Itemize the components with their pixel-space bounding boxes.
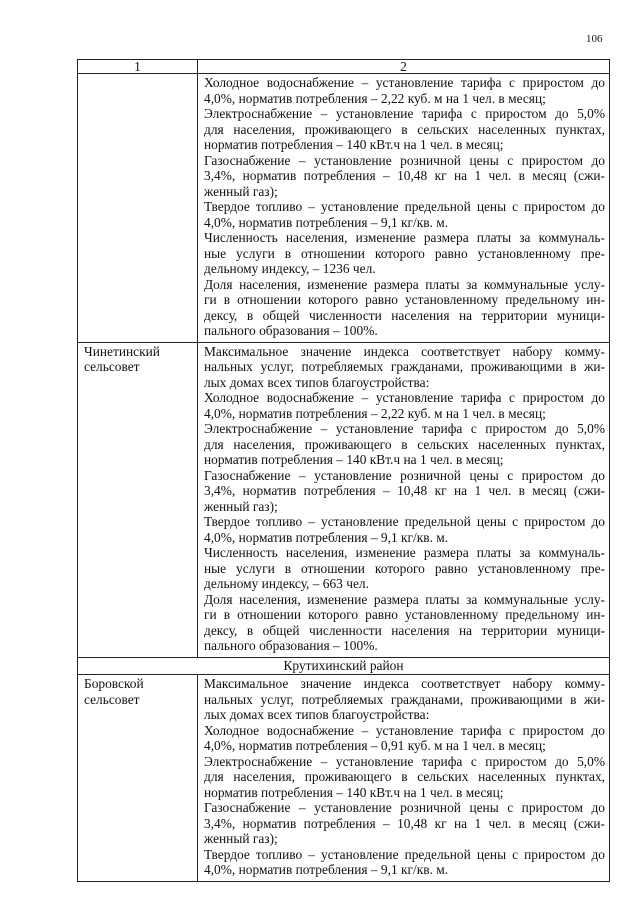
- text-line: дельному индексу, – 1236 чел.: [204, 261, 376, 276]
- index-description: [198, 74, 610, 343]
- text-line: Холодное водоснабжение – установление тарифа с приростом до: [204, 75, 605, 90]
- text-line: ные услуги в отношении которого равно установленному пре-: [204, 245, 605, 261]
- description-paragraph: [204, 199, 605, 230]
- text-line: норматив потребления – 140 кВт.ч на 1 чел. в месяц;: [204, 784, 504, 800]
- text-line: 4,0%, норматив потребления – 9,1 кг/кв. м.: [204, 862, 449, 877]
- text-line: пального образования – 100%.: [204, 638, 378, 653]
- text-line: Электроснабжение – установление тарифа с приростом до 5,0%: [204, 421, 605, 436]
- text-line: Твердое топливо – установление предельной цены с приростом до: [204, 514, 605, 529]
- description-paragraph: [204, 800, 605, 847]
- description-paragraph: [204, 592, 605, 654]
- text-line: Максимальное значение индекса соответствует набору комму-: [204, 676, 605, 691]
- description-paragraph: [204, 676, 605, 723]
- tariff-table: [77, 59, 610, 882]
- text-line: Доля населения, изменение размера платы за коммунальные услу-: [204, 276, 605, 292]
- text-line: Газоснабжение – установление розничной цены с приростом до: [204, 467, 605, 483]
- text-line: пального образования – 100%.: [204, 323, 378, 338]
- text-line: дексу, в общей численности населения на территории муници-: [204, 307, 605, 323]
- text-line: Твердое топливо – установление предельной цены с приростом до: [204, 199, 605, 214]
- text-line: Электроснабжение – установление тарифа с приростом до 5,0%: [204, 106, 605, 121]
- table-row: [78, 74, 610, 343]
- column-header-2: 2: [198, 60, 610, 74]
- text-line: дельному индексу, – 663 чел.: [204, 576, 369, 591]
- table-header-row: [78, 60, 610, 74]
- description-paragraph: [204, 545, 605, 592]
- district-name: Крутихинский район: [78, 657, 610, 675]
- municipality-name: Боровской сельсовет: [78, 675, 198, 882]
- text-line: нальных услуг, потребляемых гражданами, проживающими в жи-: [204, 691, 605, 707]
- description-paragraph: [204, 754, 605, 801]
- description-paragraph: [204, 153, 605, 200]
- text-line: 3,4%, норматив потребления – 10,48 кг на 1 чел. в месяц (сжи-: [204, 168, 605, 183]
- text-line: 4,0%, норматив потребления – 9,1 кг/кв. м.: [204, 214, 449, 230]
- text-line: женный газ);: [204, 831, 278, 846]
- text-line: лых домах всех типов благоустройства:: [204, 374, 430, 390]
- text-line: Холодное водоснабжение – установление тарифа с приростом до: [204, 390, 605, 405]
- text-line: 4,0%, норматив потребления – 0,91 куб. м на 1 чел. в месяц;: [204, 738, 546, 753]
- description-paragraph: [204, 75, 605, 106]
- text-line: Твердое топливо – установление предельной цены с приростом до: [204, 846, 605, 862]
- description-paragraph: [204, 421, 605, 468]
- text-line: Численность населения, изменение размера платы за коммуналь-: [204, 545, 605, 560]
- text-line: дексу, в общей численности населения на территории муници-: [204, 622, 605, 638]
- text-line: 4,0%, норматив потребления – 2,22 куб. м на 1 чел. в месяц;: [204, 90, 546, 106]
- table-row: [78, 675, 610, 882]
- text-line: Холодное водоснабжение – установление тарифа с приростом до: [204, 722, 605, 738]
- text-line: женный газ);: [204, 183, 278, 199]
- text-line: Доля населения, изменение размера платы за коммунальные услу-: [204, 591, 605, 607]
- description-paragraph: [204, 723, 605, 754]
- text-line: 4,0%, норматив потребления – 9,1 кг/кв. м.: [204, 529, 449, 545]
- description-paragraph: [204, 514, 605, 545]
- text-line: Максимальное значение индекса соответствует набору комму-: [204, 343, 605, 359]
- index-description: [198, 675, 610, 882]
- text-line: ные услуги в отношении которого равно установленному пре-: [204, 560, 605, 576]
- text-line: ги в отношении которого равно установленному предельному ин-: [204, 292, 605, 307]
- description-paragraph: [204, 106, 605, 153]
- index-description: [198, 342, 610, 657]
- table-row: [78, 342, 610, 657]
- text-line: Численность населения, изменение размера платы за коммуналь-: [204, 230, 605, 245]
- municipality-name: [78, 74, 198, 343]
- text-line: 3,4%, норматив потребления – 10,48 кг на 1 чел. в месяц (сжи-: [204, 483, 605, 498]
- municipality-name: Чинетинский сельсовет: [78, 342, 198, 657]
- text-line: Газоснабжение – установление розничной цены с приростом до: [204, 800, 605, 815]
- text-line: 4,0%, норматив потребления – 2,22 куб. м на 1 чел. в месяц;: [204, 405, 546, 421]
- description-paragraph: [204, 390, 605, 421]
- text-line: лых домах всех типов благоустройства:: [204, 707, 430, 722]
- text-line: Газоснабжение – установление розничной цены с приростом до: [204, 152, 605, 168]
- description-paragraph: [204, 344, 605, 391]
- description-paragraph: [204, 230, 605, 277]
- description-paragraph: [204, 277, 605, 339]
- text-line: нальных услуг, потребляемых гражданами, проживающими в жи-: [204, 359, 605, 374]
- text-line: для населения, проживающего в сельских населенных пунктах,: [204, 436, 605, 452]
- text-line: для населения, проживающего в сельских населенных пунктах,: [204, 121, 605, 137]
- column-header-1: 1: [78, 60, 198, 74]
- district-header-row: [78, 657, 610, 675]
- description-paragraph: [204, 468, 605, 515]
- text-line: ги в отношении которого равно установленному предельному ин-: [204, 607, 605, 622]
- text-line: норматив потребления – 140 кВт.ч на 1 чел. в месяц;: [204, 452, 504, 467]
- text-line: женный газ);: [204, 498, 278, 514]
- text-line: Электроснабжение – установление тарифа с приростом до 5,0%: [204, 753, 605, 769]
- text-line: 3,4%, норматив потребления – 10,48 кг на 1 чел. в месяц (сжи-: [204, 815, 605, 831]
- text-line: для населения, проживающего в сельских населенных пунктах,: [204, 769, 605, 784]
- text-line: норматив потребления – 140 кВт.ч на 1 чел. в месяц;: [204, 137, 504, 152]
- page-number: 106: [586, 33, 603, 45]
- description-paragraph: [204, 847, 605, 878]
